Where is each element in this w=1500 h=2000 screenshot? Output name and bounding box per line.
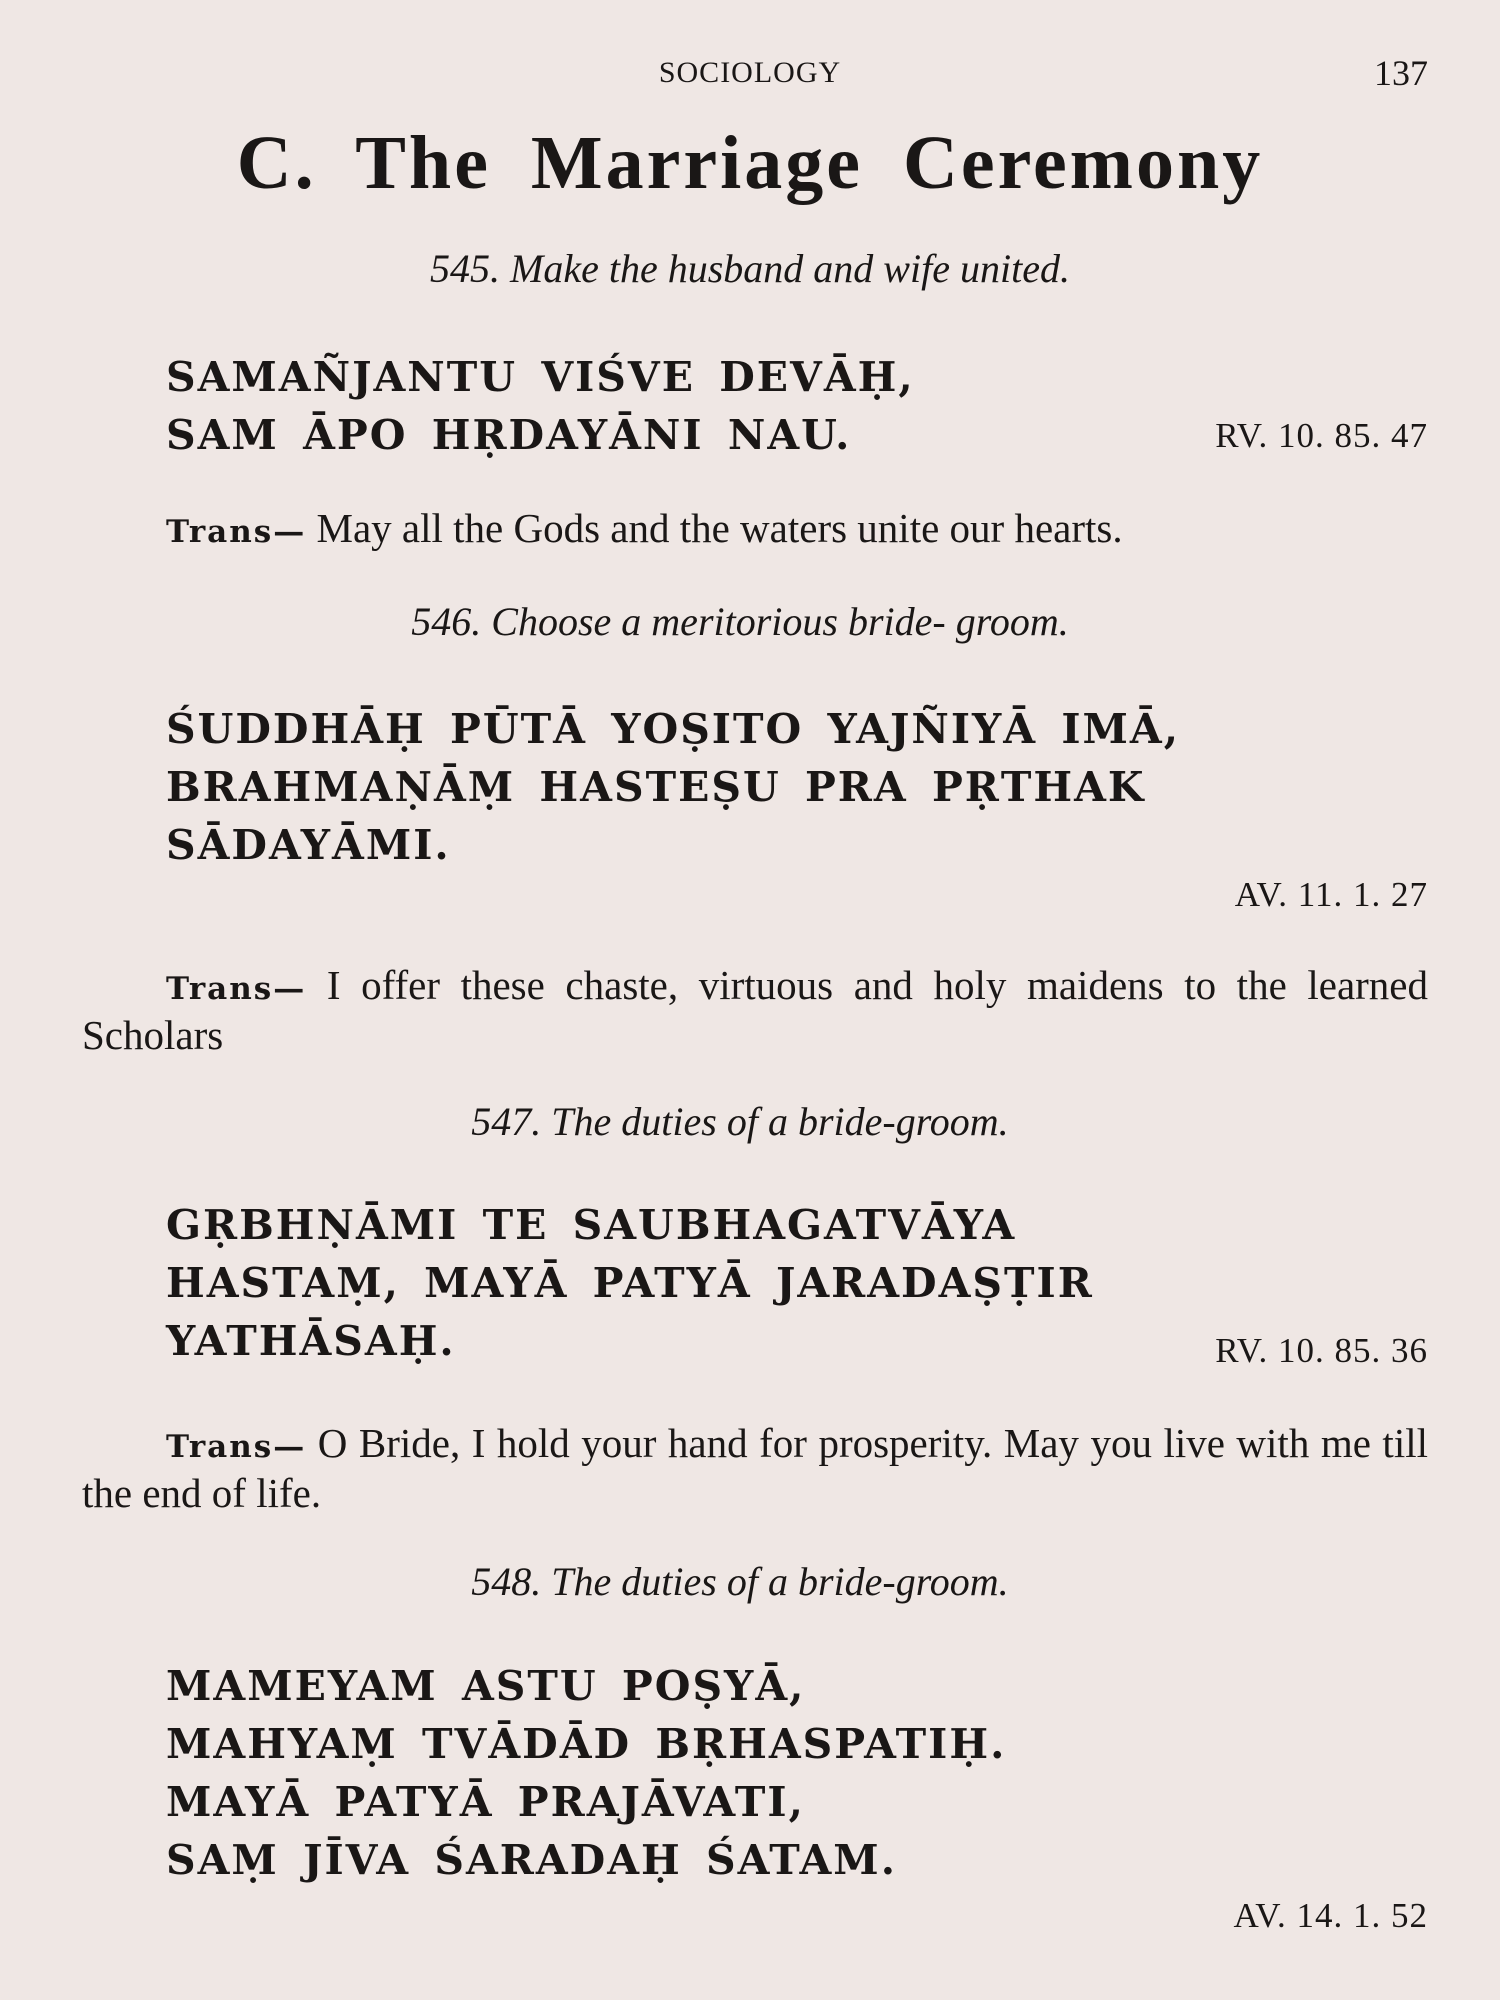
entry-547-translation [82,1420,1428,1516]
entry-546-heading: 546. Choose a meritorious bride- groom. [411,599,1069,644]
entry-548-citation: AV. 14. 1. 52 [1233,1896,1428,1935]
entry-545-heading: 545. Make the husband and wife united. [430,246,1070,291]
verse-line: BRAHMAṆĀṂ HASTEṢU PRA PṚTHAK [166,763,1146,811]
entry-548-verse [166,1657,1426,1889]
entry-546-verse [166,700,1426,874]
verse-line: ŚUDDHĀḤ PŪTĀ YOṢITO YAJÑIYĀ IMĀ, [166,705,1180,753]
entry-548-heading: 548. The duties of a bride-groom. [471,1559,1009,1604]
verse-line: SAMAÑJANTU VIŚVE DEVĀḤ, [166,353,915,401]
entry-547-citation: RV. 10. 85. 36 [1215,1331,1428,1370]
trans-label: Trans— [166,514,307,550]
entry-546-translation [82,962,1428,1058]
entry-546-citation: AV. 11. 1. 27 [1234,875,1428,914]
verse-line: HASTAṂ, MAYĀ PATYĀ JARADAṢṬIR [166,1259,1094,1307]
verse-line: MAHYAṂ TVĀDĀD BṚHASPATIḤ. [166,1720,1007,1768]
running-head [0,52,1500,92]
entry-545-citation: RV. 10. 85. 47 [1215,416,1428,455]
running-title: SOCIOLOGY [658,56,842,89]
verse-line: GṚBHṆĀMI TE SAUBHAGATVĀYA [166,1201,1017,1249]
verse-line: SĀDAYĀMI. [166,821,451,869]
trans-label: Trans— [166,971,307,1007]
trans-label: Trans— [166,1429,307,1465]
entry-547-heading: 547. The duties of a bride-groom. [471,1099,1009,1144]
verse-line: YATHĀSAḤ. [166,1317,456,1365]
translation-text: O Bride, I hold your hand for prosperity. May you live with me till the end of life. [82,1420,1428,1516]
page-number: 137 [1374,53,1428,93]
verse-line: MAMEYAM ASTU POṢYĀ, [166,1662,806,1710]
translation-text: May all the Gods and the waters unite our hearts. [316,505,1123,551]
verse-line: MAYĀ PATYĀ PRAJĀVATI, [166,1778,805,1826]
verse-line: SAṂ JĪVA ŚARADAḤ ŚATAM. [166,1836,897,1884]
translation-text: I offer these chaste, virtuous and holy maidens to the learned Scholars [82,962,1428,1058]
verse-line: SAM ĀPO HṚDAYĀNI NAU. [166,411,852,459]
entry-545-translation [82,505,1428,555]
section-heading: C. The Marriage Ceremony [236,121,1264,205]
